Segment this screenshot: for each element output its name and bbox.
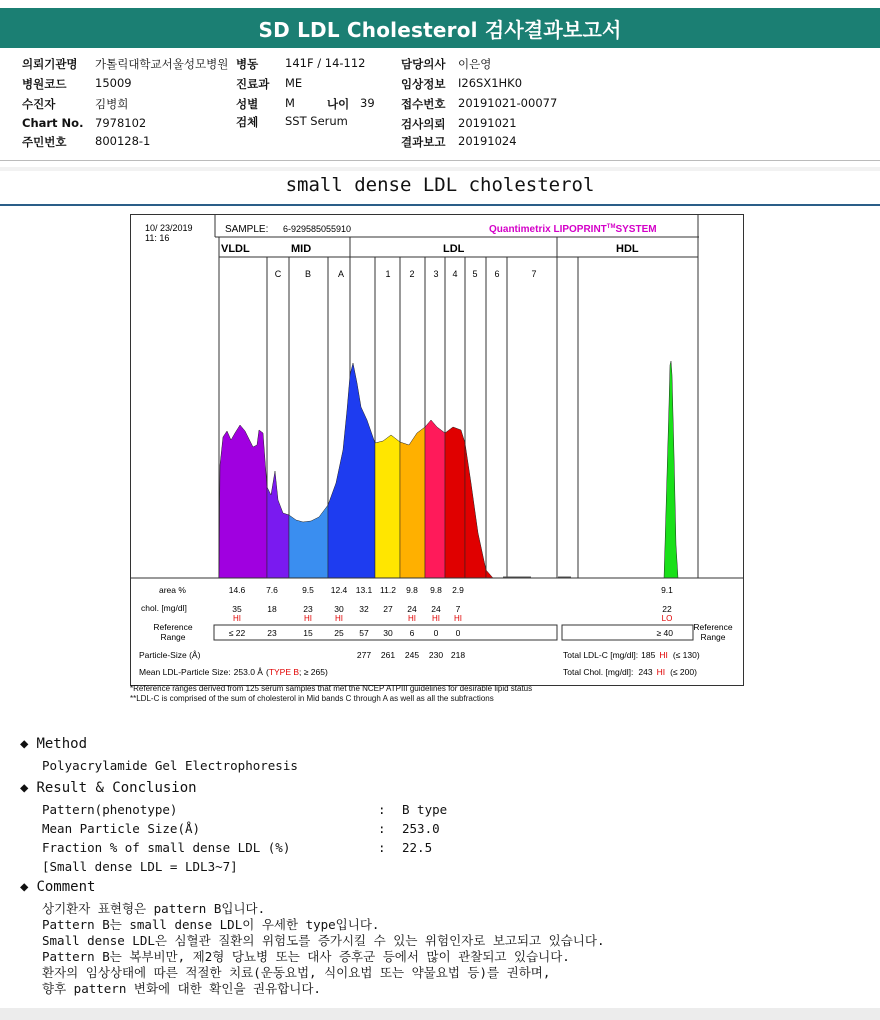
band-label: 4	[452, 269, 458, 279]
comment-heading	[20, 879, 95, 895]
result-colon: :	[378, 840, 386, 855]
area-value: 9.5	[302, 585, 314, 595]
info-label: 진료과	[236, 77, 270, 91]
band-label: 3	[433, 269, 439, 279]
group-header-ldl: LDL	[443, 243, 465, 255]
group-header-hdl: HDL	[616, 243, 639, 255]
info-label: 의뢰기관명	[22, 57, 78, 71]
hdl-ref-value: ≥ 40	[656, 628, 673, 638]
particle-value: 218	[450, 650, 466, 660]
chol-value: 35	[232, 604, 242, 614]
info-label: 병원코드	[22, 77, 67, 91]
info-label: 검사의뢰	[401, 117, 446, 131]
report-title: SD LDL Cholesterol 검사결과보고서	[258, 17, 622, 42]
sample-id: 6-929585055910	[283, 224, 352, 234]
area-row-label: area %	[159, 585, 186, 595]
band-label: 5	[472, 269, 478, 279]
info-label: 성별	[236, 97, 259, 111]
chol-value: 22	[662, 604, 672, 614]
chart-time: 11: 16	[145, 233, 170, 243]
info-value: ME	[285, 76, 303, 90]
peak-band-3	[425, 420, 445, 578]
table-cells	[229, 585, 673, 660]
comment-line: Pattern B는 small dense LDL이 우세한 type입니다.	[42, 917, 380, 932]
peak-band-B	[289, 505, 328, 578]
peak-band-2	[400, 427, 425, 578]
info-value: 141F / 14-112	[285, 56, 366, 70]
group-header-vldl: VLDL	[221, 243, 250, 255]
ref-value: 30	[383, 628, 393, 638]
ref-value: 23	[267, 628, 277, 638]
footnote: **LDL-C is comprised of the sum of cholesterol in Mid bands C through A as well as all the subfractions	[130, 694, 494, 703]
info-value: 800128-1	[95, 134, 151, 148]
info-value: 39	[360, 96, 375, 110]
band-label: A	[337, 269, 345, 279]
info-value: 20191024	[458, 134, 517, 148]
band-label: C	[274, 269, 282, 279]
chol-row-label: chol. [mg/dl]	[141, 603, 187, 613]
chart-date: 10/ 23/2019	[145, 223, 193, 233]
info-value: 7978102	[95, 116, 147, 130]
particle-value: 230	[428, 650, 444, 660]
info-label: 주민번호	[22, 135, 67, 149]
hdl-ref-range-box	[562, 625, 693, 640]
chol-flag: HI	[233, 614, 241, 623]
info-label: 담당의사	[401, 57, 446, 71]
info-value: 15009	[95, 76, 132, 90]
chol-flag: HI	[335, 614, 343, 623]
comment-line: 향후 pattern 변화에 대한 확인을 권유합니다.	[42, 981, 321, 996]
info-label: 임상정보	[401, 77, 446, 91]
footnote: *Reference ranges derived from 125 serum samples that met the NCEP ATPIII guidelines for desirable lipid status	[130, 684, 533, 693]
ref-row-label-right: Range	[700, 632, 726, 642]
info-label: 접수번호	[401, 97, 446, 111]
diamond-bullet-icon: ◆	[20, 780, 29, 796]
page-bottom-bar	[0, 1008, 880, 1020]
info-value: I26SX1HK0	[458, 76, 523, 90]
chol-flag: HI	[432, 614, 440, 623]
result-value: 22.5	[402, 840, 433, 855]
info-value: 20191021-00077	[458, 96, 558, 110]
band-label: B	[304, 269, 312, 279]
comment-title: Comment	[36, 879, 96, 895]
comment-line: Small dense LDL은 심혈관 질환의 위험도를 증가시킬 수 있는 위험인자로 보고되고 있습니다.	[42, 933, 605, 948]
section-divider	[0, 167, 880, 171]
method-title: Method	[36, 736, 88, 752]
info-label: 검체	[236, 115, 259, 129]
total-ldl-label: Total LDL-C [mg/dl]: 185 HI (≤ 130)	[563, 650, 700, 660]
lipoprint-chart-svg	[131, 215, 743, 685]
chol-value: 27	[383, 604, 393, 614]
system-label: Quantimetrix LIPOPRINT™SYSTEM	[489, 224, 657, 235]
report-title-banner	[0, 8, 880, 48]
chol-value: 24	[431, 604, 441, 614]
chol-value: 32	[359, 604, 369, 614]
result-title: Result & Conclusion	[36, 780, 197, 796]
particle-value: 277	[356, 650, 372, 660]
chol-flag: HI	[408, 614, 416, 623]
result-colon: :	[378, 821, 386, 836]
chol-flag: HI	[454, 614, 462, 623]
chol-flag: HI	[304, 614, 312, 623]
peak-band-5	[465, 443, 486, 578]
result-label: Mean Particle Size(Å)	[42, 821, 201, 836]
result-colon: :	[378, 802, 386, 817]
chol-flag: LO	[661, 614, 673, 623]
electrophoresis-peaks	[219, 361, 678, 578]
chol-value: 18	[267, 604, 277, 614]
band-label: 1	[385, 269, 391, 279]
ref-value: 57	[359, 628, 369, 638]
mean-particle-label: Mean LDL-Particle Size: 253.0 Å (TYPE B; ≥ 265)	[139, 667, 328, 677]
ref-value: 6	[409, 628, 415, 638]
comment-line: Pattern B는 복부비만, 제2형 당뇨병 또는 대사 증후군 등에서 많이 관찰되고 있습니다.	[42, 949, 570, 964]
sample-label: SAMPLE:	[225, 224, 269, 235]
comment-line: 상기환자 표현형은 pattern B입니다.	[42, 901, 266, 916]
ref-value: ≤ 22	[228, 628, 246, 638]
ref-value: 25	[334, 628, 344, 638]
peak-band-VLDL	[219, 425, 267, 578]
info-label: 결과보고	[401, 135, 446, 149]
group-header-mid: MID	[291, 243, 312, 255]
ref-value: 0	[455, 628, 461, 638]
ref-row-label-right: Reference	[693, 622, 733, 632]
method-text: Polyacrylamide Gel Electrophoresis	[42, 758, 298, 773]
peak-band-A	[328, 363, 375, 578]
chol-value: 30	[334, 604, 344, 614]
area-value: 14.6	[228, 585, 246, 595]
chol-value: 23	[303, 604, 313, 614]
particle-value: 245	[404, 650, 420, 660]
info-value: 20191021	[458, 116, 517, 130]
ref-row-label: Range	[160, 632, 186, 642]
method-heading	[20, 736, 87, 752]
particle-value: 261	[380, 650, 396, 660]
band-label: 7	[531, 269, 537, 279]
title-underline	[0, 204, 880, 206]
result-label: Pattern(phenotype)	[42, 802, 178, 817]
area-value: 12.4	[330, 585, 348, 595]
peak-band-4	[445, 427, 465, 578]
ref-value: 15	[303, 628, 313, 638]
section-divider	[0, 160, 880, 161]
total-chol-label: Total Chol. [mg/dl]: 243 HI (≤ 200)	[563, 667, 697, 677]
patient-info-section	[0, 50, 880, 160]
area-value: 2.9	[452, 585, 464, 595]
diamond-bullet-icon: ◆	[20, 736, 29, 752]
info-label: 병동	[236, 57, 259, 71]
chart-section-title: small dense LDL cholesterol	[285, 174, 595, 196]
info-value: M	[285, 96, 295, 110]
chol-value: 7	[455, 604, 461, 614]
result-label: Fraction % of small dense LDL (%)	[42, 840, 291, 855]
info-label: 수진자	[22, 97, 56, 111]
area-value: 13.1	[355, 585, 373, 595]
area-value: 9.1	[661, 585, 673, 595]
peak-band-5	[486, 570, 501, 578]
lipoprint-chart	[130, 214, 744, 686]
area-value: 9.8	[430, 585, 442, 595]
band-label: 2	[409, 269, 415, 279]
result-note: [Small dense LDL = LDL3~7]	[42, 859, 238, 874]
info-value: SST Serum	[285, 114, 348, 128]
info-value: 이은영	[458, 57, 492, 71]
peak-band-1	[375, 435, 400, 578]
info-value: 김병희	[95, 97, 129, 111]
particle-size-label: Particle-Size (Å)	[139, 650, 201, 660]
result-heading	[20, 780, 197, 796]
chart-footnotes	[130, 684, 532, 704]
info-value: 가톨릭대학교서울성모병원	[95, 57, 229, 71]
area-value: 9.8	[406, 585, 418, 595]
peak-band-C	[267, 471, 289, 578]
band-labels	[275, 269, 537, 279]
result-value: B type	[402, 802, 448, 817]
comment-line: 환자의 임상상태에 따른 적절한 치료(운동요법, 식이요법 또는 약물요법 등)를 권하며,	[42, 965, 551, 980]
chol-value: 24	[407, 604, 417, 614]
info-label: Chart No.	[22, 116, 84, 130]
diamond-bullet-icon: ◆	[20, 879, 29, 895]
area-value: 7.6	[266, 585, 278, 595]
info-label: 나이	[327, 97, 350, 111]
ref-value: 0	[433, 628, 439, 638]
ref-row-label: Reference	[153, 622, 193, 632]
peak-band-hdl	[664, 361, 678, 578]
result-value: 253.0	[402, 821, 440, 836]
area-value: 11.2	[380, 585, 396, 595]
band-label: 6	[494, 269, 500, 279]
